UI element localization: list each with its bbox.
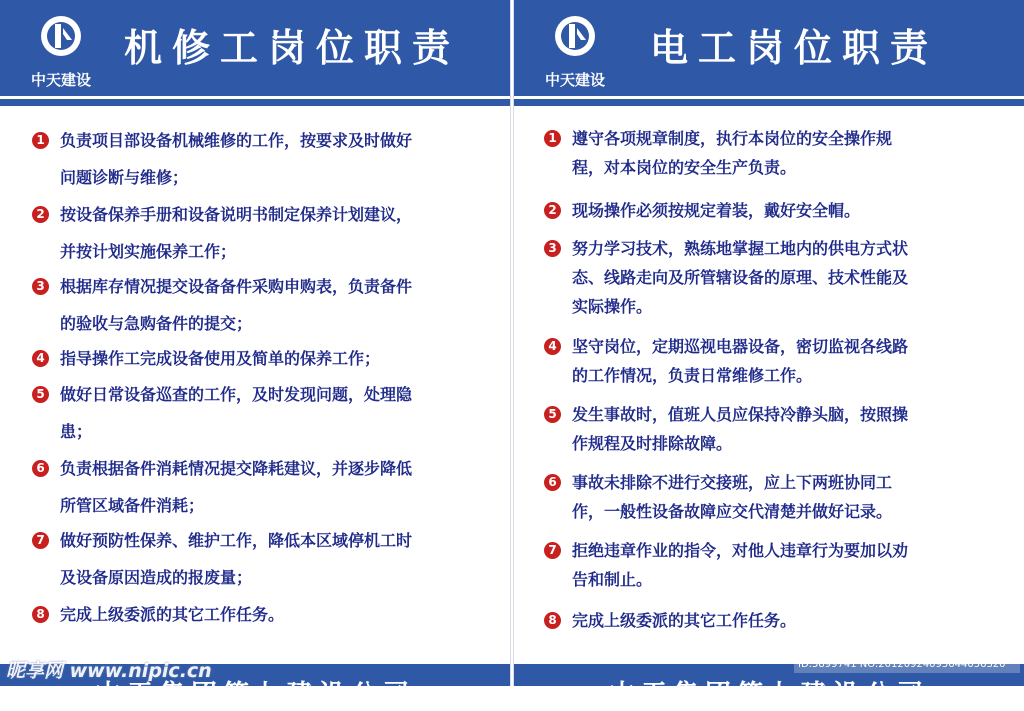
zhongtian-logo-icon bbox=[38, 14, 84, 58]
duty-text: 发生事故时，值班人员应保持冷静头脑，按照操 作规程及时排除故障。 bbox=[572, 405, 909, 453]
company-name: 中天集团第七建设公司 bbox=[94, 680, 415, 710]
number-badge: 1 bbox=[32, 132, 49, 149]
duty-text: 努力学习技术，熟练地掌握工地内的供电方式状 态、线路走向及所管辖设备的原理、技术性能及 实际操作。 bbox=[572, 239, 909, 316]
number-badge: 1 bbox=[544, 130, 561, 147]
duty-text: 事故未排除不进行交接班，应上下两班协同工 作，一般性设备故障应交代清楚并做好记录。 bbox=[572, 473, 893, 521]
duty-text: 根据库存情况提交设备备件采购申购表，负责备件 的验收与急购备件的提交； bbox=[60, 277, 413, 333]
duty-text: 拒绝违章作业的指令，对他人违章行为要加以劝 告和制止。 bbox=[572, 541, 909, 589]
duty-text: 现场操作必须按规定着装，戴好安全帽。 bbox=[572, 201, 861, 220]
zhongtian-logo-icon bbox=[552, 14, 598, 58]
logo-text: 中天建设 bbox=[544, 71, 605, 89]
header-bar bbox=[0, 0, 510, 96]
page-title: 机修工岗位职责 bbox=[124, 26, 461, 70]
number-badge: 8 bbox=[32, 606, 49, 623]
number-badge: 2 bbox=[32, 206, 49, 223]
logo-text: 中天建设 bbox=[30, 71, 91, 89]
page-title: 电工岗位职责 bbox=[650, 26, 939, 70]
duty-text: 做好预防性保养、维护工作，降低本区域停机工时 及设备原因造成的报废量； bbox=[60, 531, 413, 587]
number-badge: 5 bbox=[32, 386, 49, 403]
duty-text: 完成上级委派的其它工作任务。 bbox=[60, 605, 285, 624]
number-badge: 4 bbox=[32, 350, 49, 367]
right-duty-board bbox=[513, 0, 1024, 710]
number-badge: 2 bbox=[544, 202, 561, 219]
site-watermark: 昵享网 www.nipic.cn bbox=[6, 660, 212, 682]
company-logo bbox=[536, 14, 614, 90]
number-badge: 7 bbox=[544, 542, 561, 559]
company-name: 中天集团第七建设公司 bbox=[608, 680, 929, 710]
duty-text: 指导操作工完成设备使用及简单的保养工作； bbox=[60, 349, 381, 368]
duty-text: 负责根据备件消耗情况提交降耗建议，并逐步降低 所管区域备件消耗； bbox=[60, 459, 413, 515]
duty-text: 完成上级委派的其它工作任务。 bbox=[572, 611, 797, 630]
header-bar bbox=[514, 0, 1024, 96]
number-badge: 7 bbox=[32, 532, 49, 549]
number-badge: 4 bbox=[544, 338, 561, 355]
duty-text: 按设备保养手册和设备说明书制定保养计划建议， 并按计划实施保养工作； bbox=[60, 205, 413, 261]
duty-text: 负责项目部设备机械维修的工作，按要求及时做好 问题诊断与维修； bbox=[60, 131, 413, 187]
duty-text: 遵守各项规章制度，执行本岗位的安全操作规 程，对本岗位的安全生产负责。 bbox=[572, 129, 893, 177]
number-badge: 5 bbox=[544, 406, 561, 423]
header-divider bbox=[0, 96, 510, 106]
number-badge: 6 bbox=[32, 460, 49, 477]
duty-text: 坚守岗位，定期巡视电器设备，密切监视各线路 的工作情况，负责日常维修工作。 bbox=[572, 337, 909, 385]
number-badge: 3 bbox=[32, 278, 49, 295]
company-logo bbox=[22, 14, 100, 90]
header-divider bbox=[514, 96, 1024, 106]
duty-text: 做好日常设备巡查的工作，及时发现问题，处理隐 患； bbox=[60, 385, 413, 441]
id-watermark: ID:5899741 NO:20120924095644056320 bbox=[794, 657, 1020, 673]
number-badge: 8 bbox=[544, 612, 561, 629]
number-badge: 3 bbox=[544, 240, 561, 257]
number-badge: 6 bbox=[544, 474, 561, 491]
left-duty-board bbox=[0, 0, 511, 710]
